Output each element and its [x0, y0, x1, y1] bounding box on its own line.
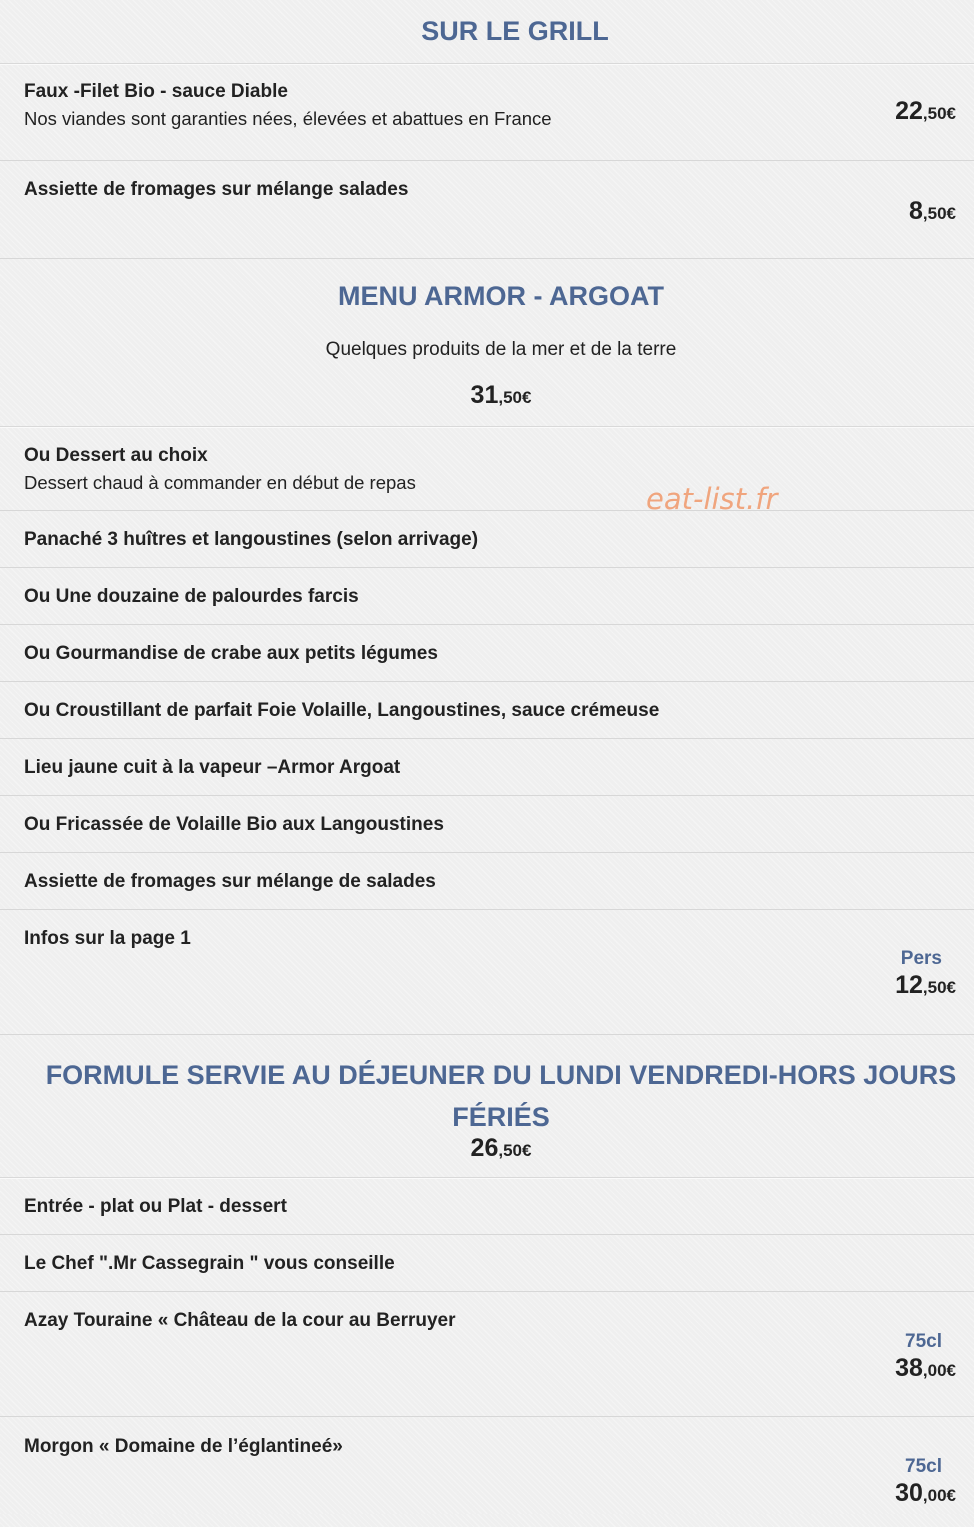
item-name: Ou Gourmandise de crabe aux petits légumes — [24, 643, 438, 664]
item-name: Assiette de fromages sur mélange de salades — [24, 871, 436, 892]
menu-item — [0, 1178, 974, 1235]
price-decimal: ,50€ — [922, 104, 956, 123]
item-name: Assiette de fromages sur mélange salades — [24, 179, 409, 200]
price-integer: 12 — [895, 971, 923, 999]
grill-title: SUR LE GRILL — [421, 16, 609, 46]
price-integer: 22 — [895, 97, 923, 125]
formule-price — [28, 1134, 974, 1163]
price-integer: 8 — [909, 197, 923, 225]
item-unit: 75cl — [905, 1456, 942, 1477]
menu-item — [0, 161, 974, 259]
menu-item — [0, 682, 974, 739]
price-integer: 38 — [895, 1354, 923, 1382]
item-price — [909, 197, 956, 226]
menu-item — [0, 1292, 974, 1417]
item-price — [895, 97, 956, 126]
menu-item — [0, 64, 974, 161]
price-decimal: ,50€ — [498, 388, 532, 407]
item-name: Ou Une douzaine de palourdes farcis — [24, 586, 359, 607]
formule-title-line2: FÉRIÉS — [452, 1102, 550, 1132]
section-title-grill — [0, 0, 974, 64]
item-name: Ou Croustillant de parfait Foie Volaille, Langoustines, sauce crémeuse — [24, 700, 660, 721]
armor-subtitle: Quelques produits de la mer et de la terre — [325, 339, 677, 360]
item-name: Entrée - plat ou Plat - dessert — [24, 1196, 287, 1217]
item-name: Azay Touraine « Château de la cour au Berruyer — [24, 1310, 456, 1331]
section-title-armor — [28, 279, 974, 313]
menu-item — [0, 1235, 974, 1292]
item-name: Infos sur la page 1 — [24, 928, 191, 949]
armor-price — [28, 381, 974, 410]
price-integer: 26 — [470, 1134, 499, 1162]
menu-item — [0, 739, 974, 796]
item-name: Lieu jaune cuit à la vapeur –Armor Argoat — [24, 757, 401, 778]
item-name: Ou Dessert au choix — [24, 445, 208, 466]
menu-item — [0, 511, 974, 568]
item-name: Morgon « Domaine de l’églantineé» — [24, 1436, 343, 1457]
price-integer: 31 — [470, 381, 499, 409]
menu-item — [0, 853, 974, 910]
item-name: Panaché 3 huîtres et langoustines (selon arrivage) — [24, 529, 479, 550]
menu-item — [0, 910, 974, 1035]
item-description: Nos viandes sont garanties nées, élevées et abattues en France — [24, 108, 552, 129]
section-title-formule — [28, 1054, 974, 1138]
price-decimal: ,50€ — [498, 1141, 532, 1160]
price-decimal: ,00€ — [922, 1361, 956, 1380]
item-unit: 75cl — [905, 1331, 942, 1352]
menu-item — [0, 427, 974, 511]
menu-item — [0, 625, 974, 682]
price-decimal: ,00€ — [922, 1486, 956, 1505]
watermark: eat-list.fr — [646, 482, 778, 516]
menu-item — [0, 796, 974, 853]
price-decimal: ,50€ — [922, 978, 956, 997]
armor-title: MENU ARMOR - ARGOAT — [338, 280, 664, 311]
price-integer: 30 — [895, 1479, 923, 1507]
item-name: Ou Fricassée de Volaille Bio aux Langoustines — [24, 814, 444, 835]
price-decimal: ,50€ — [922, 204, 956, 223]
menu-item — [0, 1417, 974, 1527]
item-price — [895, 1354, 956, 1383]
section-formule-header — [0, 1035, 974, 1178]
menu-item — [0, 568, 974, 625]
item-unit: Pers — [900, 948, 942, 969]
item-price — [895, 971, 956, 1000]
section-armor-header — [0, 259, 974, 427]
item-name: Le Chef ".Mr Cassegrain " vous conseille — [24, 1253, 395, 1274]
item-name: Faux -Filet Bio - sauce Diable — [24, 81, 288, 102]
formule-title-line1: FORMULE SERVIE AU DÉJEUNER DU LUNDI VENDREDI-HORS JOURS — [45, 1060, 957, 1090]
item-price — [895, 1479, 956, 1508]
item-description: Dessert chaud à commander en début de repas — [24, 472, 416, 493]
